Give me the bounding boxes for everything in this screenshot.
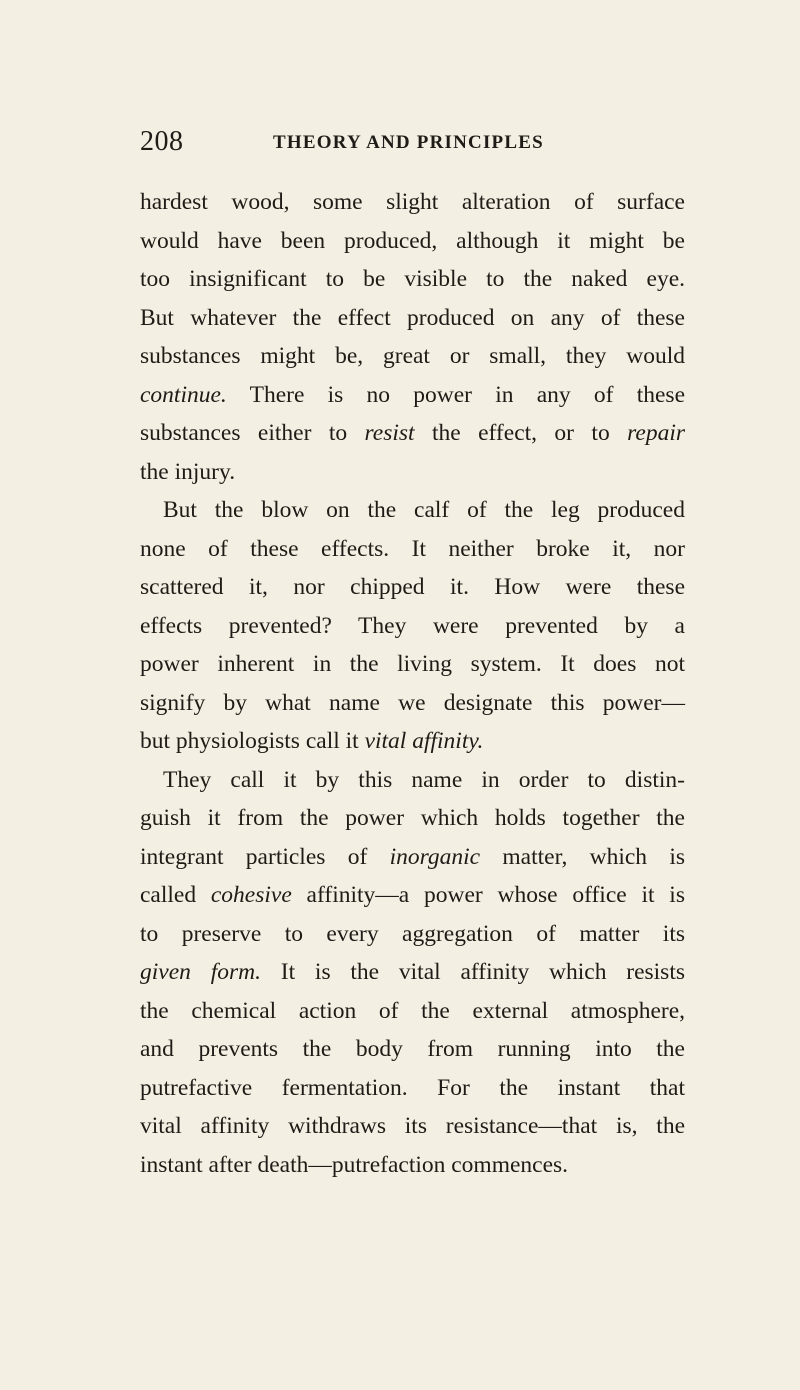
body-text <box>140 183 685 1184</box>
text-line: instant after death—putrefaction commences. <box>140 1151 569 1178</box>
text-line: but physiologists call it vital affinity. <box>140 728 484 754</box>
text-line: putrefactive fermentation. For the instant that <box>140 1074 685 1101</box>
text-line: continue. There is no power in any of these <box>140 381 685 408</box>
text-line: substances might be, great or small, they would <box>140 343 685 369</box>
text-line: given form. It is the vital affinity which resists <box>140 959 685 985</box>
text-line: power inherent in the living system. It does not <box>140 651 685 677</box>
page-number: 208 <box>140 126 184 157</box>
text-line: and prevents the body from running into the <box>140 1036 685 1062</box>
text-line: none of these effects. It neither broke it, nor <box>140 535 685 562</box>
text-line: They call it by this name in order to distin- <box>163 766 685 793</box>
text-line: too insignificant to be visible to the naked eye. <box>140 266 685 292</box>
text-line: vital affinity withdraws its resistance—that is, the <box>140 1113 685 1139</box>
text-line: But the blow on the calf of the leg produced <box>163 497 685 523</box>
text-line: But whatever the effect produced on any of these <box>140 304 685 331</box>
text-line: signify by what name we designate this power— <box>140 689 685 716</box>
text-line: scattered it, nor chipped it. How were these <box>140 574 685 600</box>
text-line: guish it from the power which holds together the <box>140 805 685 831</box>
text-line: would have been produced, although it might be <box>140 227 685 254</box>
text-line: effects prevented? They were prevented by a <box>140 612 685 639</box>
text-line: integrant particles of inorganic matter, which is <box>140 843 686 870</box>
page-header <box>140 126 685 162</box>
text-line: substances either to resist the effect, or to repair <box>140 420 685 446</box>
text-line: the chemical action of the external atmosphere, <box>140 997 685 1024</box>
running-head: THEORY AND PRINCIPLES <box>273 132 544 153</box>
text-line: hardest wood, some slight alteration of surface <box>140 189 685 215</box>
text-line: the injury. <box>140 458 236 485</box>
text-line: called cohesive affinity—a power whose office it is <box>140 882 685 908</box>
text-line: to preserve to every aggregation of matter its <box>140 920 685 947</box>
